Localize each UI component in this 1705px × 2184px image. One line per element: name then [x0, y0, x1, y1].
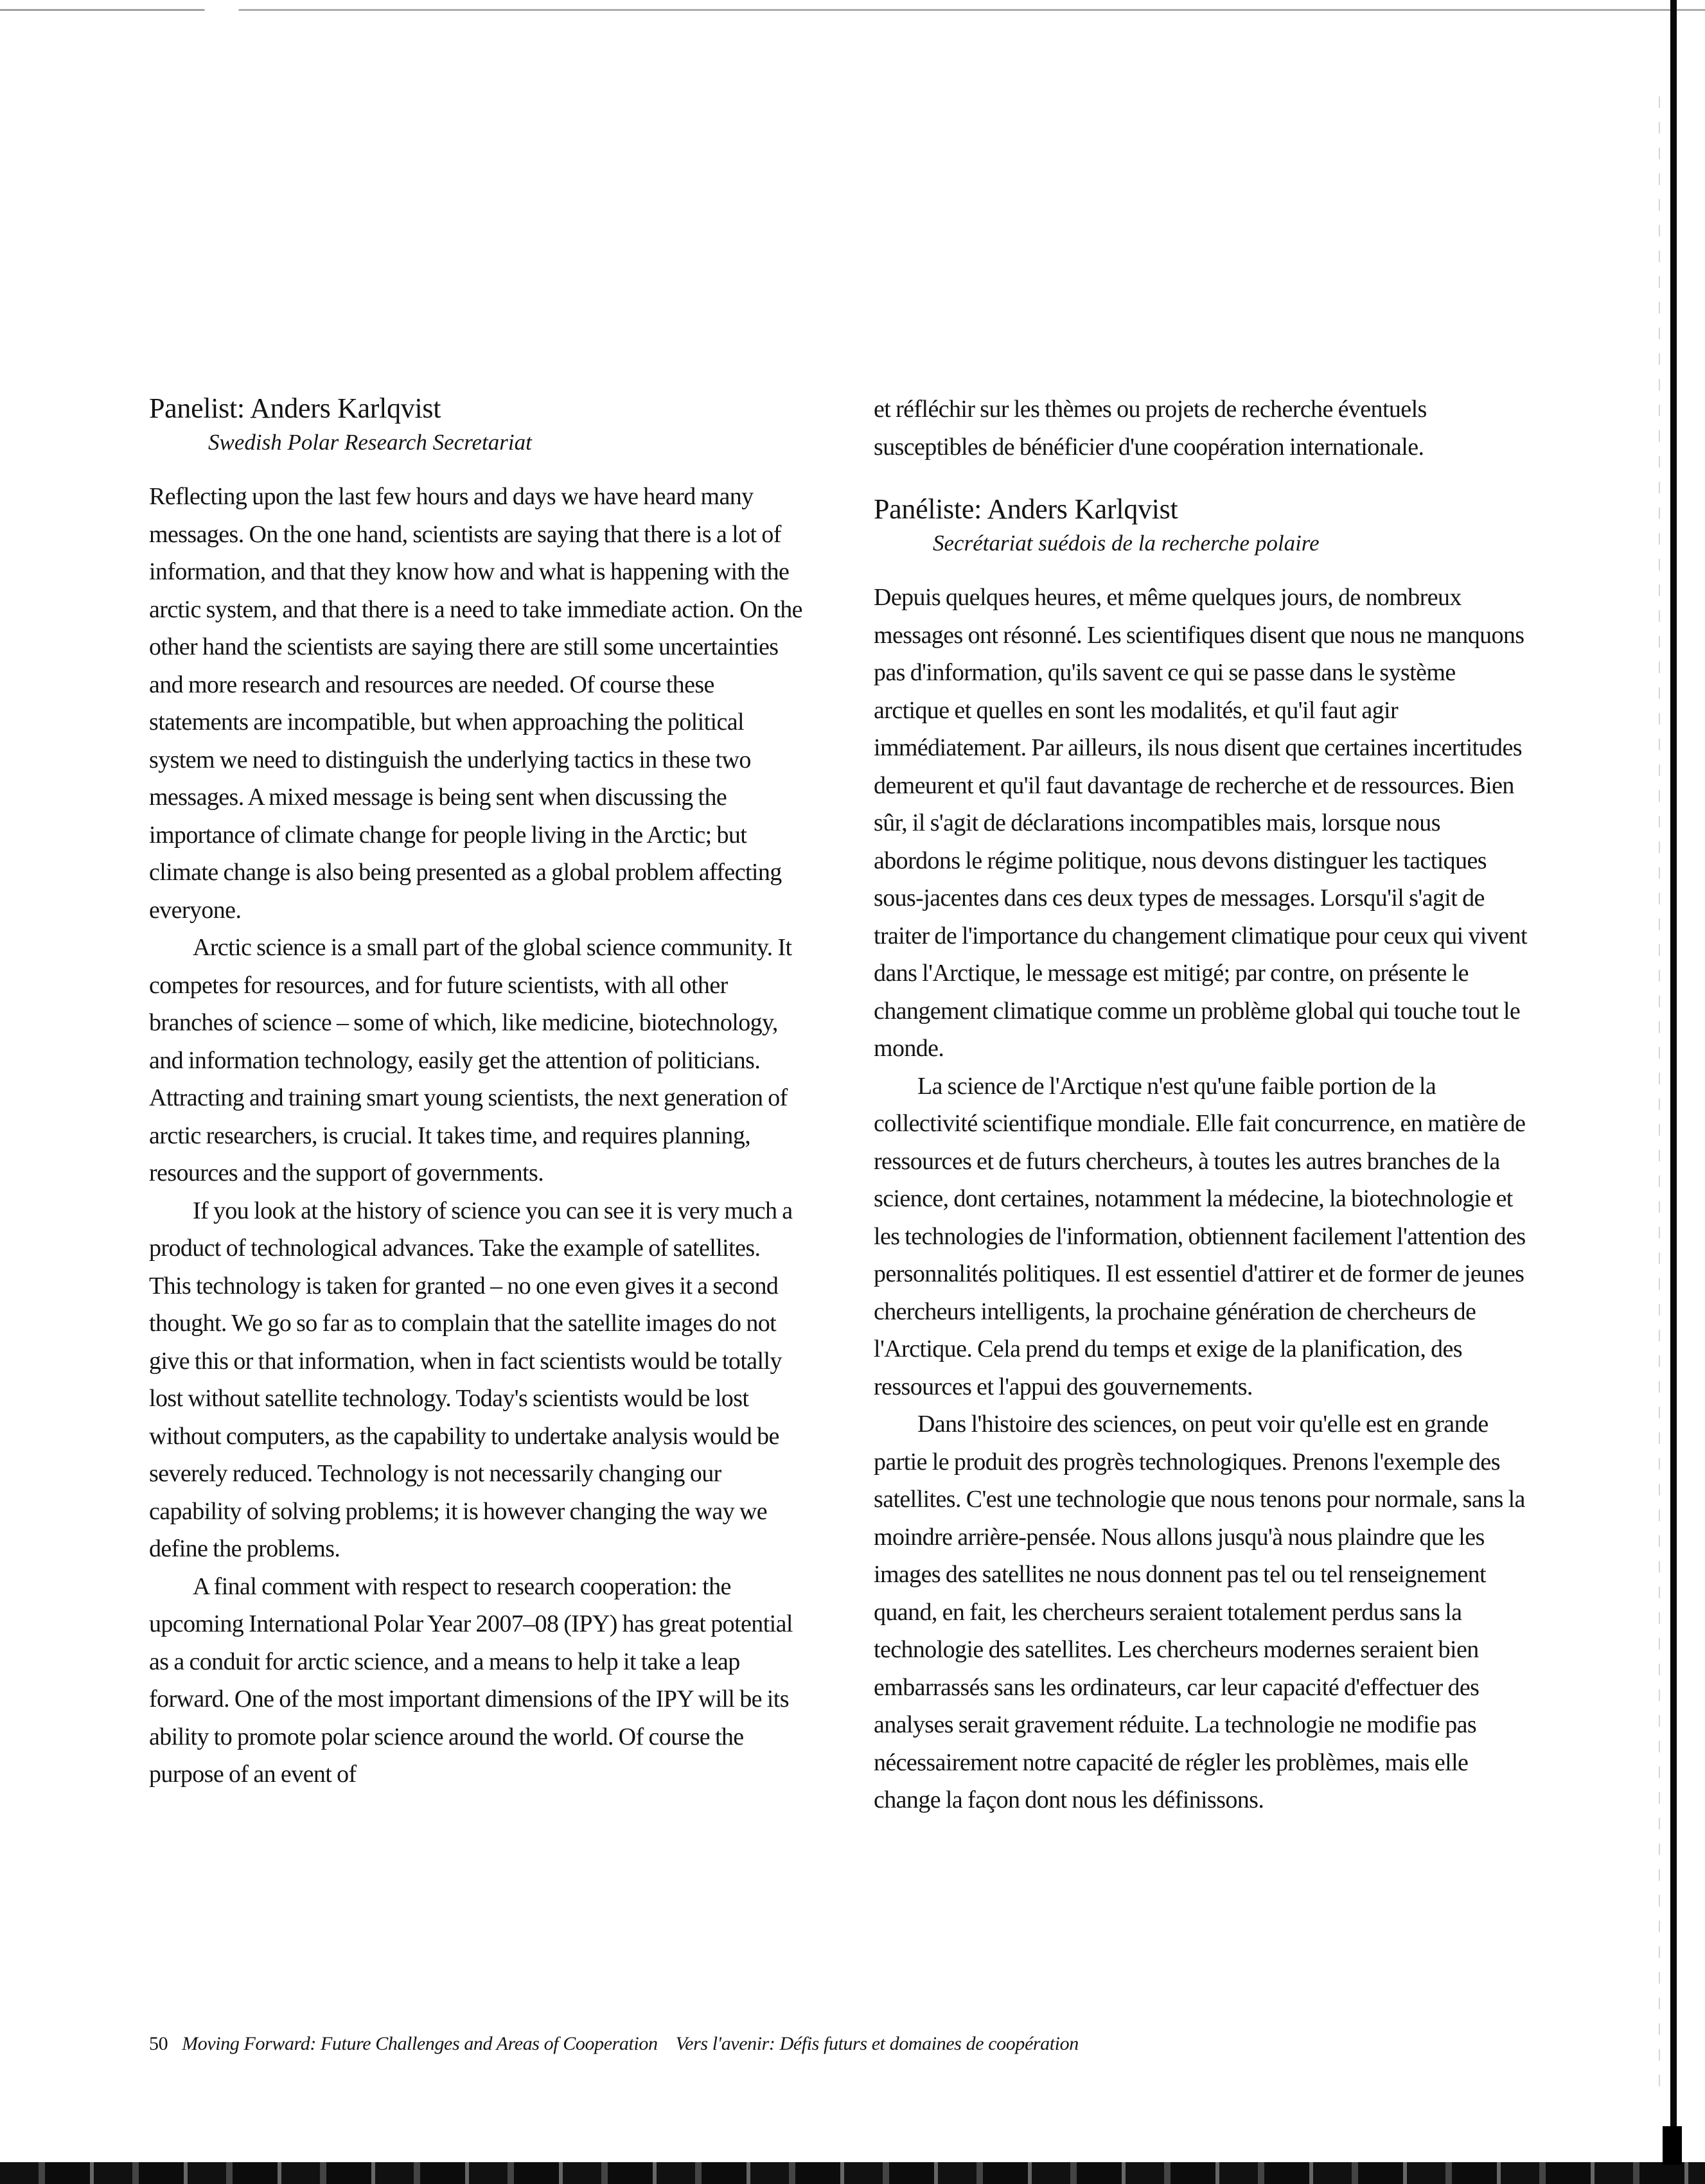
continued-paragraph: et réfléchir sur les thèmes ou projets de recherche éventuels susceptibles de bénéficier d'une coopération internationale. [874, 396, 1427, 461]
scan-edge-bottom [0, 2162, 1705, 2184]
scan-corner-mark [1663, 2126, 1682, 2165]
body-paragraph: Reflecting upon the last few hours and days we have heard many messages. On the one hand, scientists are saying that there is a lot of information, and that they know how and what is happening with the arctic system, and that there is a need to take immediate action. On the other hand the scientists are saying there are still some uncertainties and more research and resources are needed. Of course these statements are incompatible, but when approaching the political system we need to distinguish the underlying tactics in these two messages. A mixed message is being sent when discussing the importance of climate change for people living in the Arctic; but climate change is also being presented as a global problem affecting everyone. [149, 483, 802, 924]
scan-edge-right-faint [1659, 96, 1660, 2088]
panelist-affiliation: Swedish Polar Research Secretariat [208, 430, 532, 455]
footer-french-title: Vers l'avenir: Défis futurs et domaines de coopération [675, 2033, 1079, 2054]
body-paragraph: Arctic science is a small part of the global science community. It competes for resources, and for future scientists, with all other branches of science – some of which, like medicine, biotechnology, and information technology, easily get the attention of politicians. Attracting and training smart young scientists, the next generation of arctic researchers, is crucial. It takes time, and requires planning, resources and the support of governments. [149, 934, 792, 1186]
body-paragraph: A final comment with respect to research cooperation: the upcoming International Polar Year 2007–08 (IPY) has great potential as a conduit for arctic science, and a means to help it take a leap forward. One of the most important dimensions of the IPY will be its ability to promote polar science around the world. Of course the purpose of an event of [149, 1572, 793, 1788]
body-paragraph: If you look at the history of science you can see it is very much a product of technological advances. Take the example of satellites. This technology is taken for granted – no one even gives it a second thought. We go so far as to complain that the satellite images do not give this or that information, when in fact scientists would be totally lost without satellite technology. Today's scientists would be lost without computers, as the capability to undertake analysis would be severely reduced. Technology is not necessarily changing our capability of solving problems; it is however changing the way we define the problems. [149, 1197, 793, 1562]
body-paragraph: Dans l'histoire des sciences, on peut voir qu'elle est en grande partie le produit des progrès technologiques. Prenons l'exemple des satellites. C'est une technologie que nous tenons pour normale, sans la moindre arrière-pensée. Nous allons jusqu'à nous plaindre que les images des satellites ne nous donnent pas tel ou tel renseignement quand, en fait, les chercheurs seraient totalement perdus sans la technologie des satellites. Les chercheurs modernes seraient bien embarrassés sans les ordinateurs, car leur capacité d'effectuer des analyses serait gravement réduite. La technologie ne modifie pas nécessairement notre capacité de régler les problèmes, mais elle change la façon dont nous les définissons. [874, 1411, 1525, 1813]
body-paragraph: La science de l'Arctique n'est qu'une faible portion de la collectivité scientifique mondiale. Elle fait concurrence, en matière de ressources et de futurs chercheurs, à toutes les autres branches de la science, dont certaines, notamment la médecine, la biotechnologie et les technologies de l'information, obtiennent facilement l'attention des personnalités politiques. Il est essentiel d'attirer et de former de jeunes chercheurs intelligents, la prochaine génération de chercheurs de l'Arctique. Cela prend du temps et exige de la planification, des ressources et l'appui des gouvernements. [874, 1072, 1526, 1400]
page-number: 50 [149, 2033, 168, 2054]
english-column [149, 391, 804, 1793]
scan-edge-right [1670, 0, 1677, 2184]
page-footer [149, 2031, 1079, 2057]
paneliste-affiliation: Secrétariat suédois de la recherche polaire [933, 531, 1320, 556]
french-column [874, 391, 1529, 1819]
paneliste-heading: Panéliste: Anders Karlqvist [874, 493, 1178, 525]
panelist-heading: Panelist: Anders Karlqvist [149, 392, 441, 424]
footer-english-title: Moving Forward: Future Challenges and Areas of Cooperation [182, 2033, 658, 2054]
scan-edge-top [0, 9, 1705, 11]
body-paragraph: Depuis quelques heures, et même quelques jours, de nombreux messages ont résonné. Les scientifiques disent que nous ne manquons pas d'information, qu'ils savent ce qui se passe dans le système arctique et quelles en sont les modalités, et qu'il faut agir immédiatement. Par ailleurs, ils nous disent que certaines incertitudes demeurent et qu'il faut davantage de recherche et de ressources. Bien sûr, il s'agit de déclarations incompatibles mais, lorsque nous abordons le régime politique, nous devons distinguer les tactiques sous-jacentes dans ces deux types de messages. Lorsqu'il s'agit de traiter de l'importance du changement climatique pour ceux qui vivent dans l'Arctique, le message est mitigé; par contre, on présente le changement climatique comme un problème global qui touche tout le monde. [874, 584, 1527, 1062]
